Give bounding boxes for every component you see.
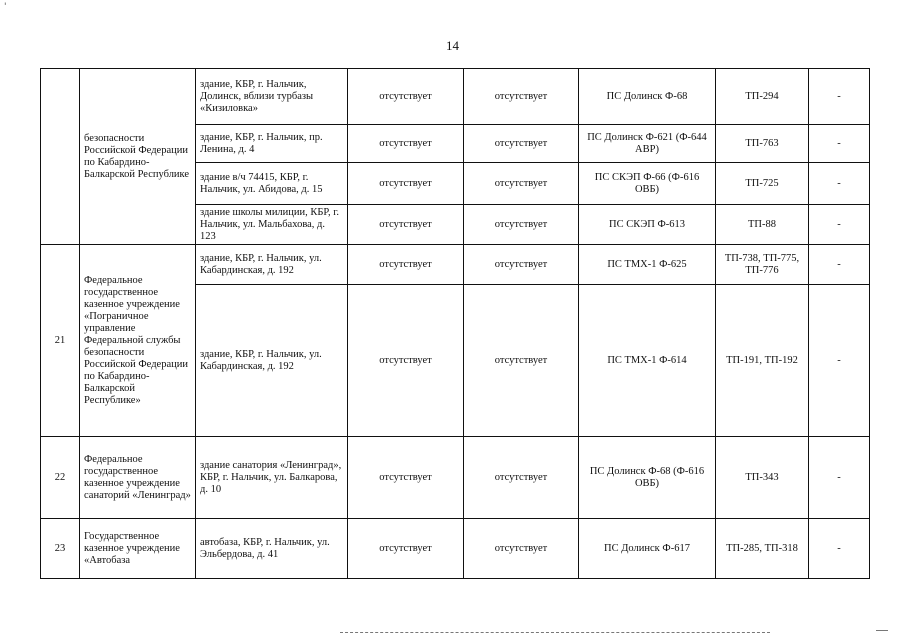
cell-dash: -	[809, 519, 870, 579]
cell-status: отсутствует	[464, 205, 579, 245]
cell-status: отсутствует	[464, 437, 579, 519]
table-row	[41, 437, 870, 519]
cell-status: отсутствует	[348, 205, 464, 245]
cell-status: отсутствует	[348, 163, 464, 205]
row-number	[41, 69, 80, 245]
cell-status: отсутствует	[348, 285, 464, 437]
cell-dash: -	[809, 437, 870, 519]
row-number: 23	[41, 519, 80, 579]
substation-feeder: ПС Долинск Ф-621 (Ф-644 АВР)	[579, 125, 716, 163]
object-address: здание, КБР, г. Нальчик, ул. Кабардинская, д. 192	[196, 245, 348, 285]
organization-name: Федеральное государственное казенное учреждение «Пограничное управление Федеральной службы безопасности Российской Федерации по Кабардино-Балкарской Республике»	[80, 245, 196, 437]
object-address: автобаза, КБР, г. Нальчик, ул. Эльбердова, д. 41	[196, 519, 348, 579]
cell-dash: -	[809, 285, 870, 437]
corner-mark: '	[4, 2, 7, 12]
transformer-point: ТП-738, ТП-775, ТП-776	[716, 245, 809, 285]
cell-status: отсутствует	[464, 285, 579, 437]
cell-status: отсутствует	[464, 125, 579, 163]
transformer-point: ТП-88	[716, 205, 809, 245]
row-number: 22	[41, 437, 80, 519]
transformer-point: ТП-763	[716, 125, 809, 163]
object-address: здание школы милиции, КБР, г. Нальчик, ул. Мальбахова, д. 123	[196, 205, 348, 245]
cell-status: отсутствует	[348, 519, 464, 579]
cell-status: отсутствует	[348, 245, 464, 285]
transformer-point: ТП-191, ТП-192	[716, 285, 809, 437]
substation-feeder: ПС Долинск Ф-68 (Ф-616 ОВБ)	[579, 437, 716, 519]
object-address: здание санатория «Ленинград», КБР, г. Нальчик, ул. Балкарова, д. 10	[196, 437, 348, 519]
object-address: здание в/ч 74415, КБР, г. Нальчик, ул. Абидова, д. 15	[196, 163, 348, 205]
cell-status: отсутствует	[464, 163, 579, 205]
transformer-point: ТП-343	[716, 437, 809, 519]
substation-feeder: ПС СКЭП Ф-66 (Ф-616 ОВБ)	[579, 163, 716, 205]
cell-status: отсутствует	[464, 519, 579, 579]
transformer-point: ТП-285, ТП-318	[716, 519, 809, 579]
cell-dash: -	[809, 163, 870, 205]
page-bottom-rule	[340, 632, 770, 633]
cell-dash: -	[809, 205, 870, 245]
cell-dash: -	[809, 125, 870, 163]
transformer-point: ТП-294	[716, 69, 809, 125]
cell-dash: -	[809, 245, 870, 285]
cell-status: отсутствует	[348, 125, 464, 163]
object-address: здание, КБР, г. Нальчик, ул. Кабардинская, д. 192	[196, 285, 348, 437]
substation-feeder: ПС ТМХ-1 Ф-625	[579, 245, 716, 285]
table-row	[41, 245, 870, 285]
cell-status: отсутствует	[348, 69, 464, 125]
row-number: 21	[41, 245, 80, 437]
table-row	[41, 69, 870, 125]
substation-feeder: ПС СКЭП Ф-613	[579, 205, 716, 245]
organization-name: Государственное казенное учреждение «Автобаза	[80, 519, 196, 579]
data-table	[40, 68, 870, 579]
cell-status: отсутствует	[464, 69, 579, 125]
cell-status: отсутствует	[348, 437, 464, 519]
object-address: здание, КБР, г. Нальчик, Долинск, вблизи турбазы «Кизиловка»	[196, 69, 348, 125]
table-row	[41, 519, 870, 579]
page-number: 14	[446, 38, 459, 53]
substation-feeder: ПС Долинск Ф-68	[579, 69, 716, 125]
page-bottom-tick	[876, 630, 888, 631]
transformer-point: ТП-725	[716, 163, 809, 205]
substation-feeder: ПС ТМХ-1 Ф-614	[579, 285, 716, 437]
organization-name: безопасности Российской Федерации по Кабардино-Балкарской Республике	[80, 69, 196, 245]
organization-name: Федеральное государственное казенное учреждение санаторий «Ленинград»	[80, 437, 196, 519]
cell-dash: -	[809, 69, 870, 125]
substation-feeder: ПС Долинск Ф-617	[579, 519, 716, 579]
cell-status: отсутствует	[464, 245, 579, 285]
object-address: здание, КБР, г. Нальчик, пр. Ленина, д. 4	[196, 125, 348, 163]
